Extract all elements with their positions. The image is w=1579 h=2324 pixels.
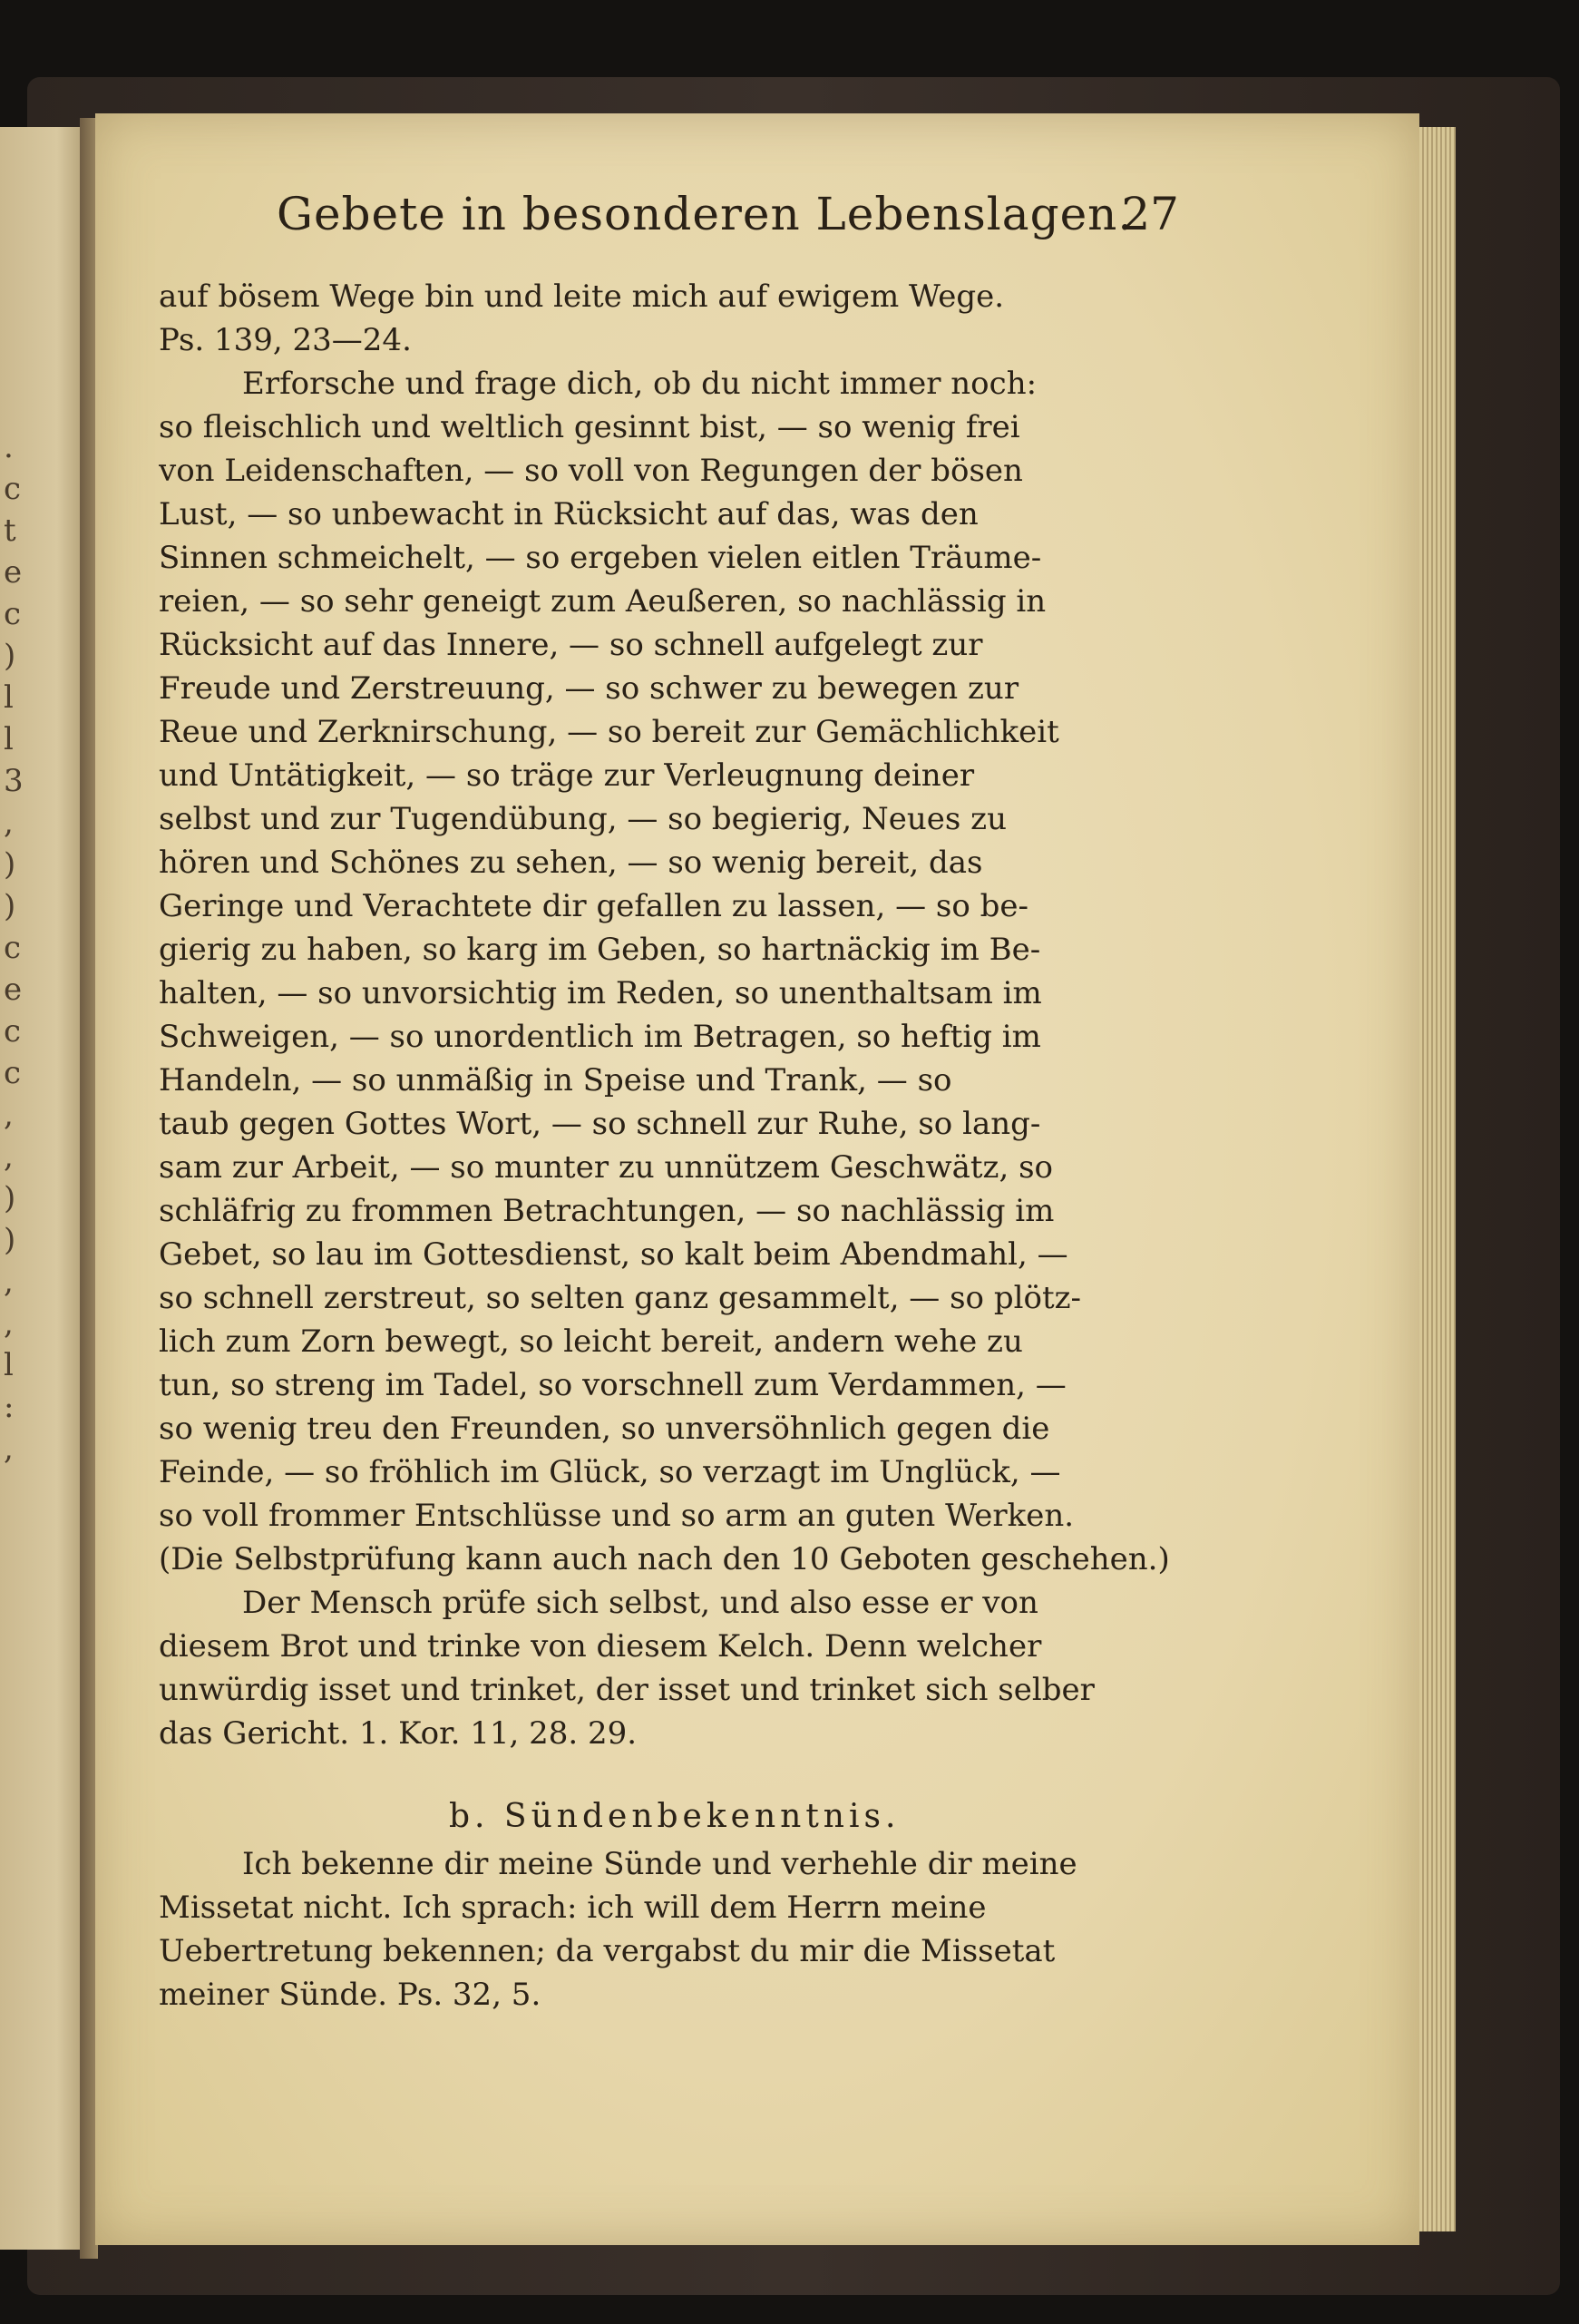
facing-page-margin-marks: . c t e c ) l l 3 , ) ) c e c c , , ) ) , , l : , [4, 429, 24, 1467]
page-number: 27 [1121, 188, 1179, 240]
text-line: Feinde, — so fröhlich im Glück, so verzagt im Unglück, — [159, 1454, 1061, 1490]
text-line: Reue und Zerknirschung, — so bereit zur Gemächlichkeit [159, 714, 1059, 750]
text-line: Freude und Zerstreuung, — so schwer zu bewegen zur [159, 670, 1019, 707]
text-line: das Gericht. 1. Kor. 11, 28. 29. [159, 1715, 638, 1752]
running-head [159, 177, 1211, 249]
text-line: gierig zu haben, so karg im Geben, so hartnäckig im Be- [159, 932, 1041, 968]
text-line: Der Mensch prüfe sich selbst, und also esse er von [242, 1585, 1038, 1621]
facing-page-edge [0, 127, 82, 2250]
text-line: Uebertretung bekennen; da vergabst du mir die Missetat [159, 1933, 1056, 1969]
text-line: selbst und zur Tugendübung, — so begierig, Neues zu [159, 801, 1007, 837]
text-line: meiner Sünde. Ps. 32, 5. [159, 1977, 541, 2013]
text-line: Lust, — so unbewacht in Rücksicht auf das, was den [159, 496, 979, 532]
section-heading: b. Sündenbekenntnis. [449, 1798, 901, 1835]
text-line: Rücksicht auf das Innere, — so schnell aufgelegt zur [159, 627, 983, 663]
text-line: Ich bekenne dir meine Sünde und verhehle dir meine [242, 1846, 1077, 1882]
page-text [159, 177, 1211, 2016]
text-line: sam zur Arbeit, — so munter zu unnützem Geschwätz, so [159, 1149, 1053, 1186]
text-line: Gebet, so lau im Gottesdienst, so kalt beim Abendmahl, — [159, 1236, 1068, 1273]
text-line: tun, so streng im Tadel, so vorschnell zum Verdammen, — [159, 1367, 1067, 1403]
paragraph-3 [159, 1581, 1211, 1755]
paragraph-1 [159, 275, 1211, 362]
text-line: so voll frommer Entschlüsse und so arm an guten Werken. [159, 1498, 1075, 1534]
paragraph-4 [159, 1842, 1211, 2016]
text-line: so wenig treu den Freunden, so unversöhnlich gegen die [159, 1411, 1050, 1447]
text-line: Geringe und Verachtete dir gefallen zu lassen, — so be- [159, 888, 1028, 924]
text-line: Missetat nicht. Ich sprach: ich will dem Herrn meine [159, 1889, 987, 1926]
text-line: so schnell zerstreut, so selten ganz gesammelt, — so plötz- [159, 1280, 1082, 1316]
page-edges [1419, 127, 1456, 2231]
text-line: lich zum Zorn bewegt, so leicht bereit, andern wehe zu [159, 1323, 1023, 1360]
text-line: Handeln, — so unmäßig in Speise und Trank, — so [159, 1062, 952, 1099]
section-spacer [159, 1755, 1211, 1792]
text-line: auf bösem Wege bin und leite mich auf ewigem Wege. [159, 278, 1005, 315]
text-line: hören und Schönes zu sehen, — so wenig bereit, das [159, 845, 983, 881]
text-line: halten, — so unvorsichtig im Reden, so unenthaltsam im [159, 975, 1042, 1011]
text-line: Schweigen, — so unordentlich im Betragen, so heftig im [159, 1019, 1041, 1055]
text-line: diesem Brot und trinke von diesem Kelch. Denn welcher [159, 1628, 1042, 1665]
text-line: und Untätigkeit, — so träge zur Verleugnung deiner [159, 757, 975, 794]
text-line: Ps. 139, 23—24. [159, 322, 412, 358]
text-line: so fleischlich und weltlich gesinnt bist, — so wenig frei [159, 409, 1020, 445]
paragraph-2 [159, 362, 1211, 1581]
text-line: (Die Selbstprüfung kann auch nach den 10 Geboten geschehen.) [159, 1541, 1170, 1577]
text-line: reien, — so sehr geneigt zum Aeußeren, so nachlässig in [159, 583, 1047, 620]
text-line: Sinnen schmeichelt, — so ergeben vielen eitlen Träume- [159, 540, 1042, 576]
text-line: taub gegen Gottes Wort, — so schnell zur Ruhe, so lang- [159, 1106, 1041, 1142]
running-title: Gebete in besonderen Lebenslagen. [277, 188, 1134, 240]
text-line: Erforsche und frage dich, ob du nicht immer noch: [242, 366, 1038, 402]
text-line: von Leidenschaften, — so voll von Regungen der bösen [159, 453, 1023, 489]
text-line: unwürdig isset und trinket, der isset und trinket sich selber [159, 1672, 1095, 1708]
text-line: schläfrig zu frommen Betrachtungen, — so nachlässig im [159, 1193, 1055, 1229]
